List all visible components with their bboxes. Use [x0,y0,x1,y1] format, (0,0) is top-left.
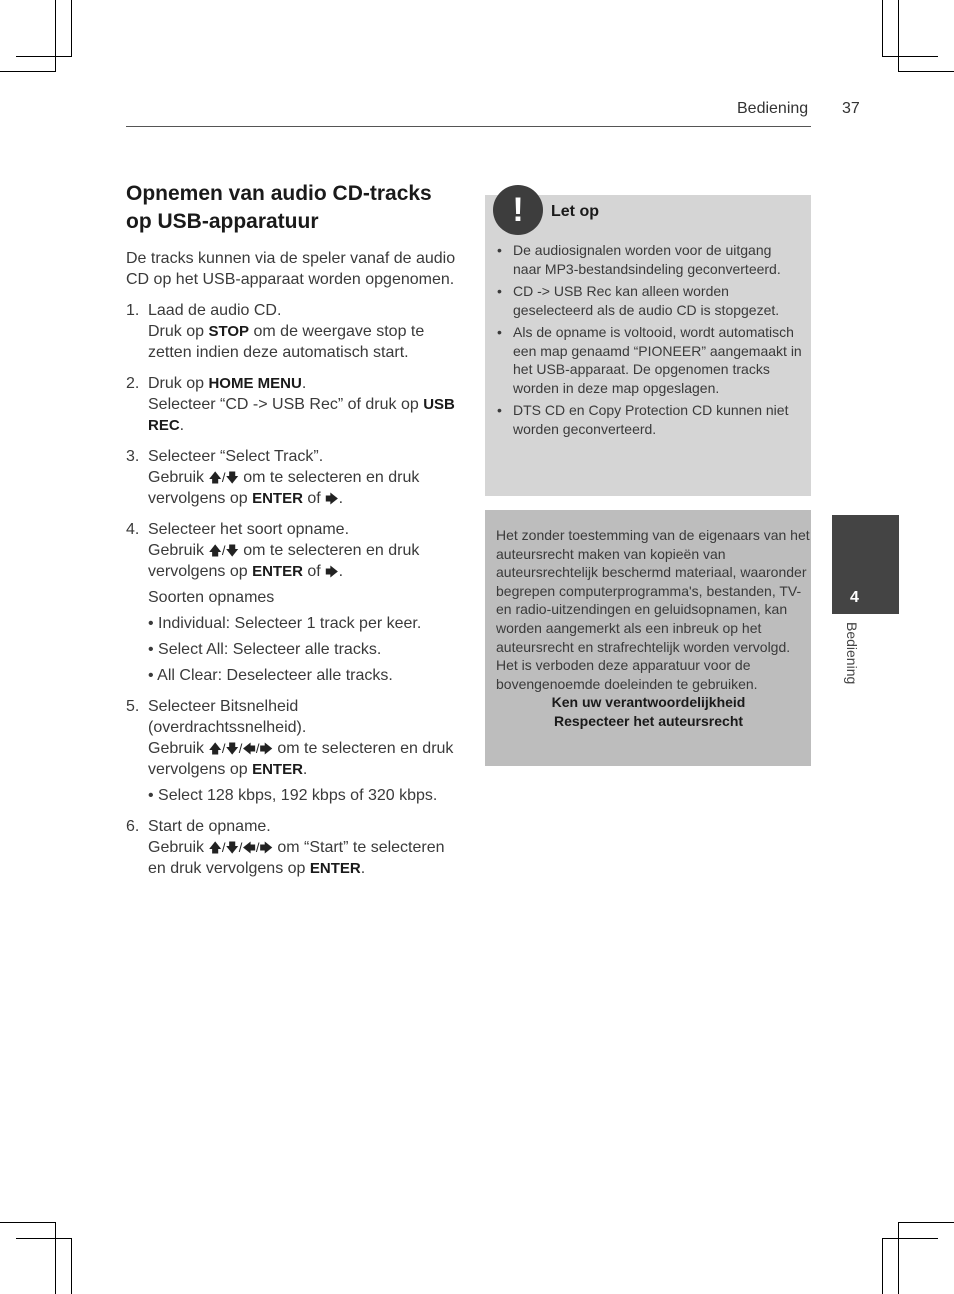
copyright-slogan-1: Ken uw verantwoordelijkheid [551,694,746,711]
step-text: Druk op STOP om de weergave stop te zetten indien deze automatisch start. [148,323,425,361]
crop-mark [71,0,72,56]
step-text: Gebruik 🡅/🡇 om te selecteren en druk vervolgens op ENTER of 🡆. [148,469,420,507]
step-number: 2. [126,375,140,392]
recording-types-heading: Soorten opnames [148,589,275,606]
list-item: • All Clear: Deselecteer alle tracks. [148,667,393,684]
crop-mark [882,1238,883,1294]
crop-mark [898,0,899,72]
list-item: • De audiosignalen worden voor de uitgang naar MP3-bestandsindeling geconverteerd. [497,242,781,277]
step-text: Druk op HOME MENU. [148,375,307,392]
crop-mark [898,1222,899,1294]
step-number: 3. [126,448,140,465]
exclamation-icon: ! [493,185,543,235]
key-enter: ENTER [252,761,303,778]
step-2 [126,373,456,436]
copyright-slogan-2: Respecteer het auteursrecht [553,712,744,729]
crop-mark [0,71,56,72]
step-text: Selecteer “CD -> USB Rec” of druk op USB REC. [148,396,455,434]
crop-mark [898,71,954,72]
list-item: • Individual: Selecteer 1 track per keer. [148,615,422,632]
step-number: 1. [126,302,140,319]
crop-mark [55,0,56,72]
step-text: Gebruik 🡅/🡇/🡄/🡆 om “Start” te selecteren en druk vervolgens op ENTER. [148,839,445,877]
step-text: Selecteer het soort opname. [148,521,350,538]
crop-mark [16,56,72,57]
list-item: • CD -> USB Rec kan alleen worden geselecteerd als de audio CD is stopgezet. [497,283,780,318]
page-title: Opnemen van audio CD-tracks op USB-apparatuur [126,182,432,233]
chapter-label: Bediening [844,622,860,685]
four-way-arrow-icon: 🡅/🡇/🡄/🡆 [208,840,273,855]
copyright-text: Het zonder toestemming van de eigenaars van het auteursrecht maken van kopieën van auteursrechtelijk beschermd materiaal, waaronder begrepen computerprogramma's, bestanden, TV- en radio-uitzendingen en geluidsopnamen, kan worden aangemerkt als een inbreuk op het auteursrecht en strafrechtelijk worden vervolgd. Het is verboden deze apparatuur voor de bovengenoemde doeleinden te gebruiken. [496,527,810,692]
up-down-arrow-icon: 🡅/🡇 [208,470,239,485]
up-down-arrow-icon: 🡅/🡇 [208,543,239,558]
crop-mark [882,0,883,56]
key-enter: ENTER [252,563,303,580]
step-4 [126,519,456,686]
step-text: Gebruik 🡅/🡇 om te selecteren en druk vervolgens op ENTER of 🡆. [148,542,420,580]
right-arrow-icon: 🡆 [325,564,339,579]
step-number: 5. [126,698,140,715]
step-3 [126,446,456,509]
crop-mark [55,1222,56,1294]
list-item: • DTS CD en Copy Protection CD kunnen niet worden geconverteerd. [497,402,789,437]
step-number: 6. [126,818,140,835]
right-arrow-icon: 🡆 [325,491,339,506]
list-item: • Select All: Selecteer alle tracks. [148,641,382,658]
crop-mark [71,1238,72,1294]
list-item: • Select 128 kbps, 192 kbps of 320 kbps. [148,787,438,804]
crop-mark [16,1238,72,1239]
step-text: Gebruik 🡅/🡇/🡄/🡆 om te selecteren en druk vervolgens op ENTER. [148,740,454,778]
copyright-notice [496,526,814,731]
key-enter: ENTER [252,490,303,507]
main-column [126,180,456,889]
note-list [497,241,802,442]
intro-paragraph: De tracks kunnen via de speler vanaf de audio CD op het USB-apparaat worden opgenomen. [126,250,456,288]
crop-mark [882,1238,938,1239]
chapter-number: 4 [850,589,859,606]
step-1 [126,300,456,363]
step-text: Start de opname. [148,818,271,835]
crop-mark [882,56,938,57]
step-5 [126,696,456,806]
step-6 [126,816,456,879]
step-text: Selecteer “Select Track”. [148,448,324,465]
header-divider [126,126,811,127]
key-stop: STOP [208,323,250,340]
step-text: Selecteer Bitsnelheid (overdrachtssnelheid). [148,698,307,736]
list-item: • Als de opname is voltooid, wordt automatisch een map genaamd “PIONEER” aangemaakt in het USB-apparaat. De opgenomen tracks worden in deze map opgeslagen. [497,324,802,396]
key-home-menu: HOME MENU [208,375,302,392]
four-way-arrow-icon: 🡅/🡇/🡄/🡆 [208,741,273,756]
running-header-section: Bediening [737,100,809,117]
crop-mark [0,1222,56,1223]
key-usb-rec: USB REC [148,396,455,434]
step-number: 4. [126,521,140,538]
page-number: 37 [842,100,860,117]
key-enter: ENTER [309,860,361,877]
step-text: Laad de audio CD. [148,302,282,319]
crop-mark [898,1222,954,1223]
note-title: Let op [551,203,599,220]
